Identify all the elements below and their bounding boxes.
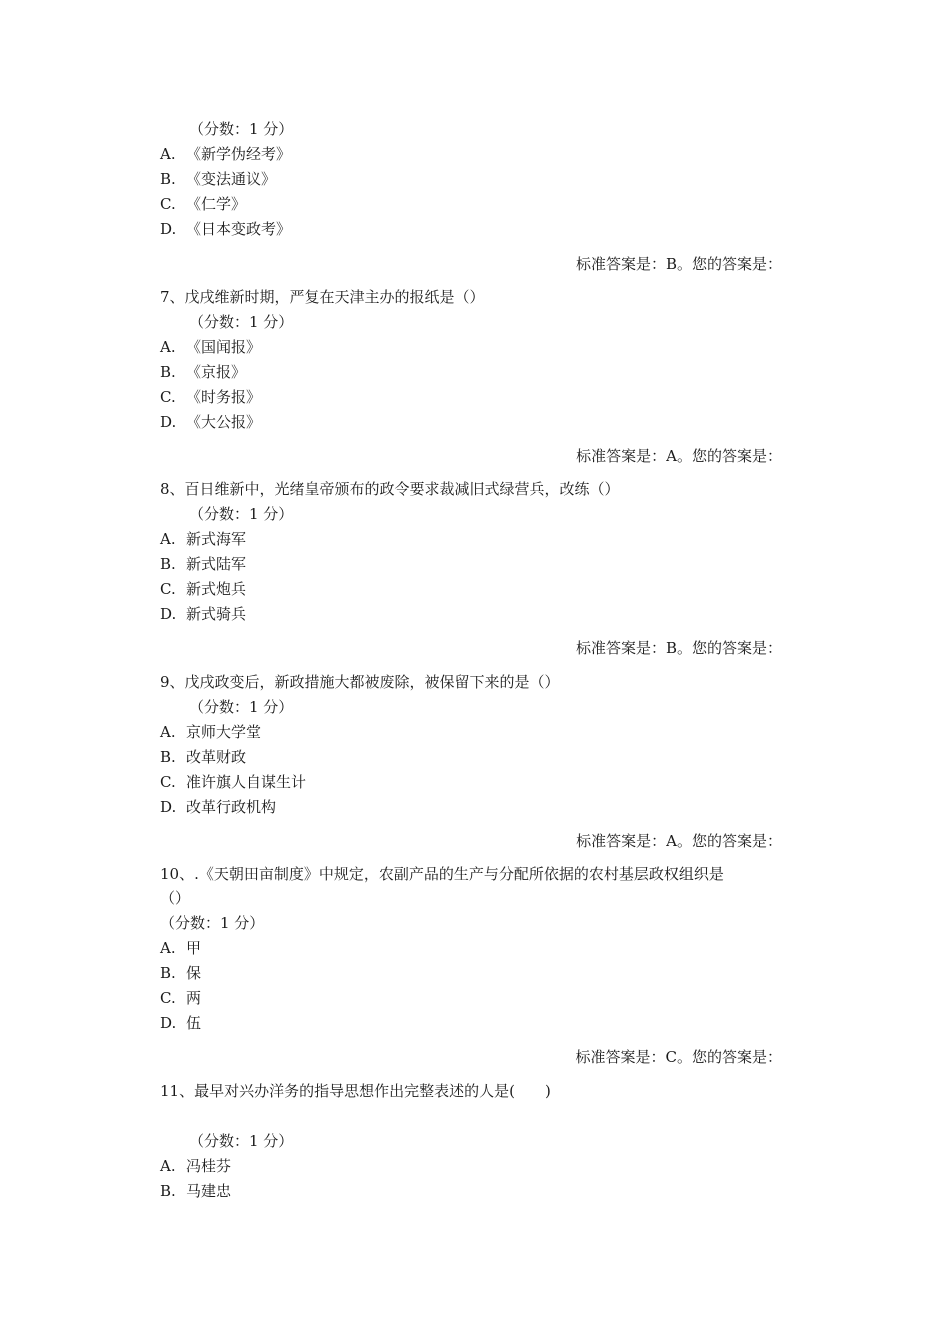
- question-9-option-a: A. 京师大学堂: [160, 723, 262, 741]
- question-7-option-c: C. 《时务报》: [160, 388, 262, 406]
- question-9-stem: 9、戊戌政变后，新政措施大都被废除，被保留下来的是（）: [160, 673, 560, 691]
- question-11-stem: 11、最早对兴办洋务的指导思想作出完整表述的人是( ): [160, 1082, 551, 1100]
- question-7-option-a: A. 《国闻报》: [160, 338, 262, 356]
- question-8-answer: 标准答案是：B。您的答案是：: [575, 639, 782, 657]
- question-9-answer: 标准答案是：A。您的答案是：: [576, 832, 782, 850]
- question-10-answer: 标准答案是：C。您的答案是：: [575, 1048, 782, 1066]
- question-6-score: （分数：1 分）: [189, 120, 294, 138]
- question-10-stem-line-1: 10、.《天朝田亩制度》中规定，农副产品的生产与分配所依据的农村基层政权组织是: [160, 865, 724, 883]
- question-10-score: （分数：1 分）: [160, 914, 265, 932]
- question-6-answer: 标准答案是：B。您的答案是：: [575, 255, 782, 273]
- question-6-option-d: D. 《日本变政考》: [160, 220, 292, 238]
- question-9-option-c: C. 准许旗人自谋生计: [160, 773, 307, 791]
- question-10-option-b: B. 保: [160, 964, 202, 982]
- question-11-option-b: B. 马建忠: [160, 1182, 232, 1200]
- question-6-option-c: C. 《仁学》: [160, 195, 247, 213]
- question-8-option-b: B. 新式陆军: [160, 555, 247, 573]
- question-7-stem: 7、戊戌维新时期，严复在天津主办的报纸是（）: [160, 288, 485, 306]
- question-8-option-d: D. 新式骑兵: [160, 605, 247, 623]
- question-10-stem-line-2: （）: [160, 889, 191, 907]
- question-8-score: （分数：1 分）: [189, 505, 294, 523]
- question-7-score: （分数：1 分）: [189, 313, 294, 331]
- question-9-option-d: D. 改革行政机构: [160, 798, 277, 816]
- question-6-option-a: A. 《新学伪经考》: [160, 145, 292, 163]
- question-9-option-b: B. 改革财政: [160, 748, 247, 766]
- question-10-option-d: D. 伍: [160, 1014, 202, 1032]
- question-8-option-a: A. 新式海军: [160, 530, 247, 548]
- question-8-option-c: C. 新式炮兵: [160, 580, 247, 598]
- question-10-option-a: A. 甲: [160, 939, 202, 957]
- question-10-option-c: C. 两: [160, 989, 202, 1007]
- question-8-stem: 8、百日维新中，光绪皇帝颁布的政令要求裁减旧式绿营兵，改练（）: [160, 480, 620, 498]
- question-6-option-b: B. 《变法通议》: [160, 170, 277, 188]
- question-7-answer: 标准答案是：A。您的答案是：: [576, 447, 782, 465]
- question-11-option-a: A. 冯桂芬: [160, 1157, 232, 1175]
- question-7-option-d: D. 《大公报》: [160, 413, 262, 431]
- question-7-option-b: B. 《京报》: [160, 363, 247, 381]
- question-9-score: （分数：1 分）: [189, 698, 294, 716]
- question-11-score: （分数：1 分）: [189, 1132, 294, 1150]
